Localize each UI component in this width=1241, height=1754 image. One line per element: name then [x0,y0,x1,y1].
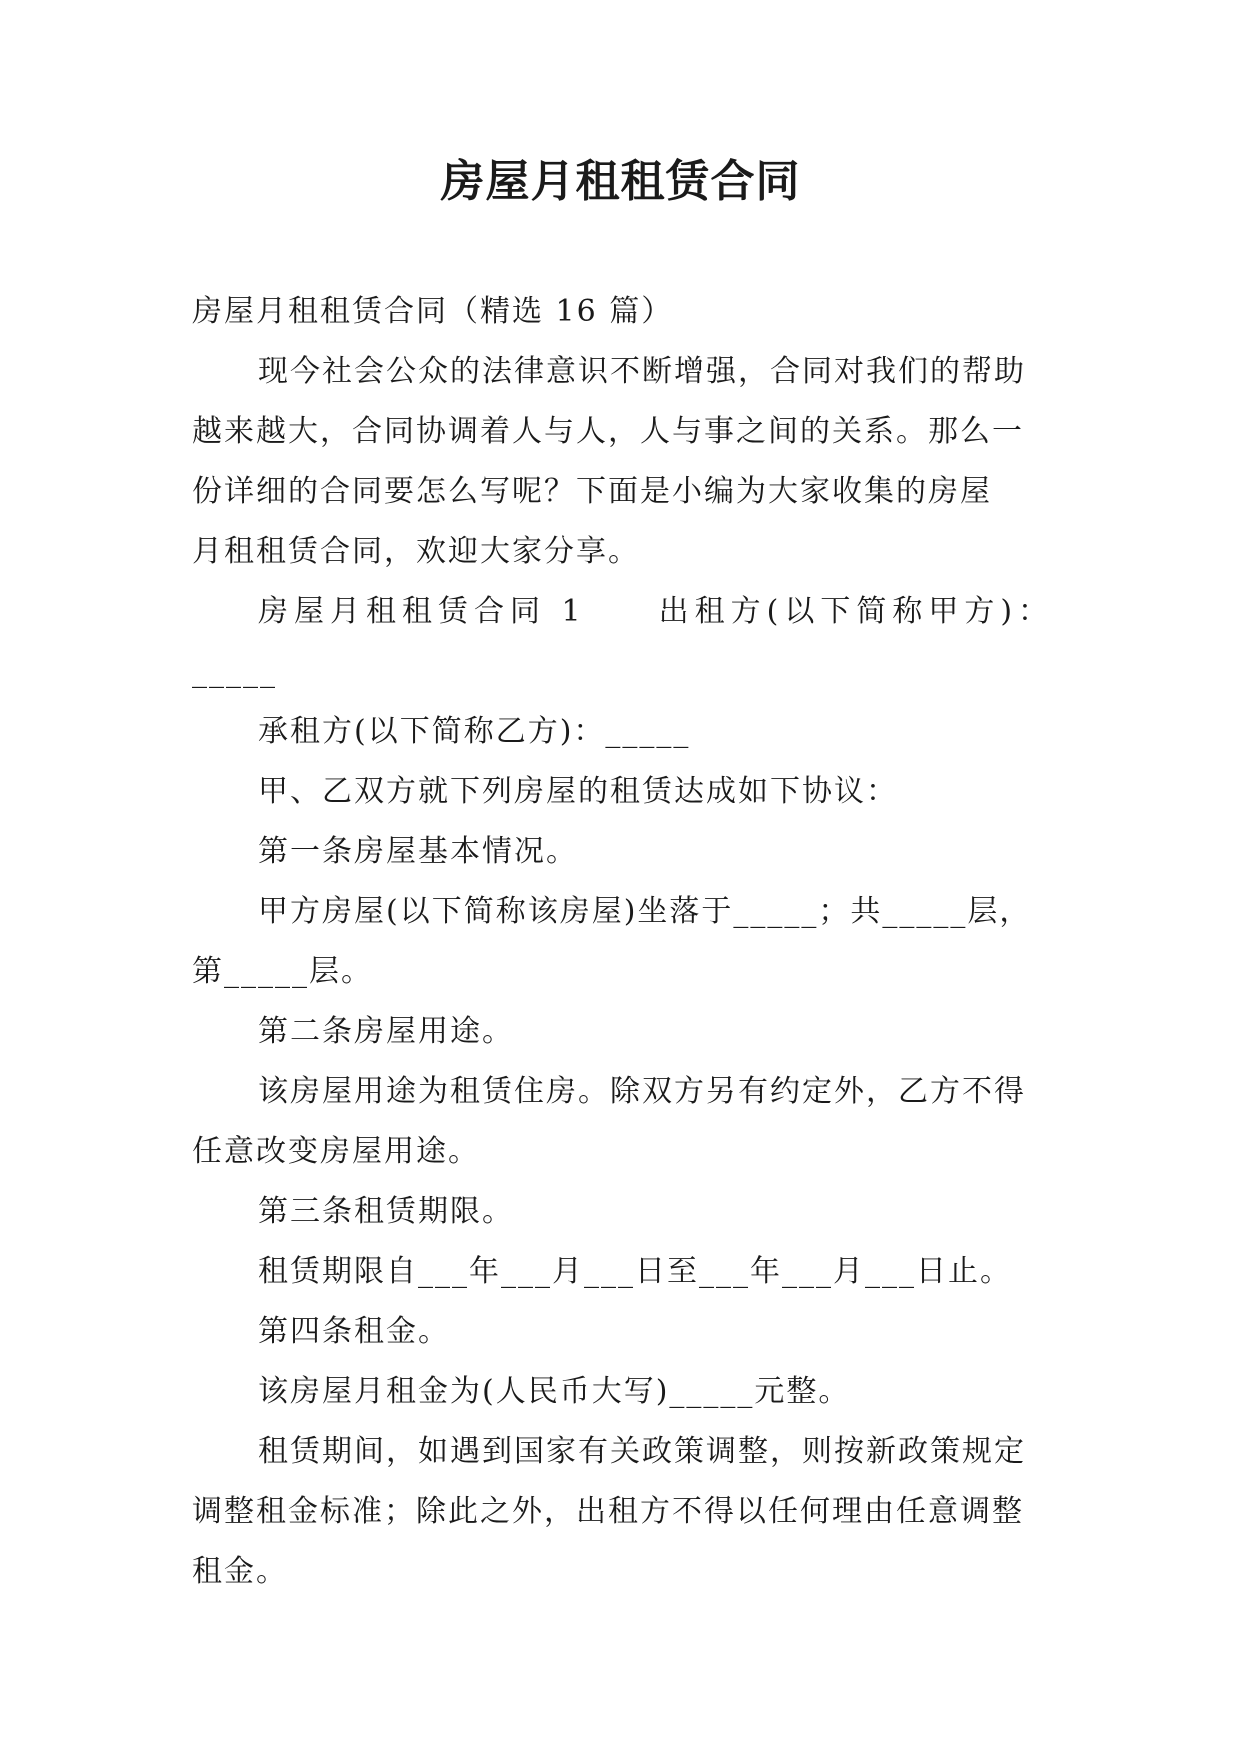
document-title: 房屋月租租赁合同 [440,156,801,207]
article3-title: 第三条租赁期限。 [258,1194,514,1229]
article4-line-1: 租赁期间，如遇到国家有关政策调整，则按新政策规定 [258,1434,1026,1469]
article2-line-2: 任意改变房屋用途。 [192,1134,480,1169]
intro-line-2: 越来越大，合同协调着人与人，人与事之间的关系。那么一 [192,414,1024,449]
lessee-line: 承租方(以下简称乙方)：_____ [258,714,691,749]
article4-line-3: 租金。 [192,1554,288,1589]
article1-title: 第一条房屋基本情况。 [258,834,578,869]
article4-rent-line: 该房屋月租金为(人民币大写)_____元整。 [258,1374,851,1409]
lessor-blank: _____ [192,654,277,689]
article3-line: 租赁期限自___年___月___日至___年___月___日止。 [258,1254,1012,1289]
article1-line-1: 甲方房屋(以下简称该房屋)坐落于_____；共_____层， [258,894,1032,929]
document-body [192,282,1062,1602]
section-heading: 房屋月租租赁合同 1 [258,594,587,629]
article4-title: 第四条租金。 [258,1314,450,1349]
section-heading-line [192,582,1062,642]
article1-line-2: 第_____层。 [192,954,373,989]
intro-line-1: 现今社会公众的法律意识不断增强，合同对我们的帮助 [258,354,1026,389]
intro-line-3: 份详细的合同要怎么写呢？下面是小编为大家收集的房屋 [192,474,992,509]
article2-line-1: 该房屋用途为租赁住房。除双方另有约定外，乙方不得 [258,1074,1026,1109]
lessor-label: 出租方(以下简称甲方)： [658,594,1055,629]
article2-title: 第二条房屋用途。 [258,1014,514,1049]
agreement-line: 甲、乙双方就下列房屋的租赁达成如下协议： [258,774,898,809]
document-subtitle: 房屋月租租赁合同（精选 16 篇） [192,294,674,329]
intro-line-4: 月租租赁合同，欢迎大家分享。 [192,534,640,569]
article4-line-2: 调整租金标准；除此之外，出租方不得以任何理由任意调整 [192,1494,1024,1529]
